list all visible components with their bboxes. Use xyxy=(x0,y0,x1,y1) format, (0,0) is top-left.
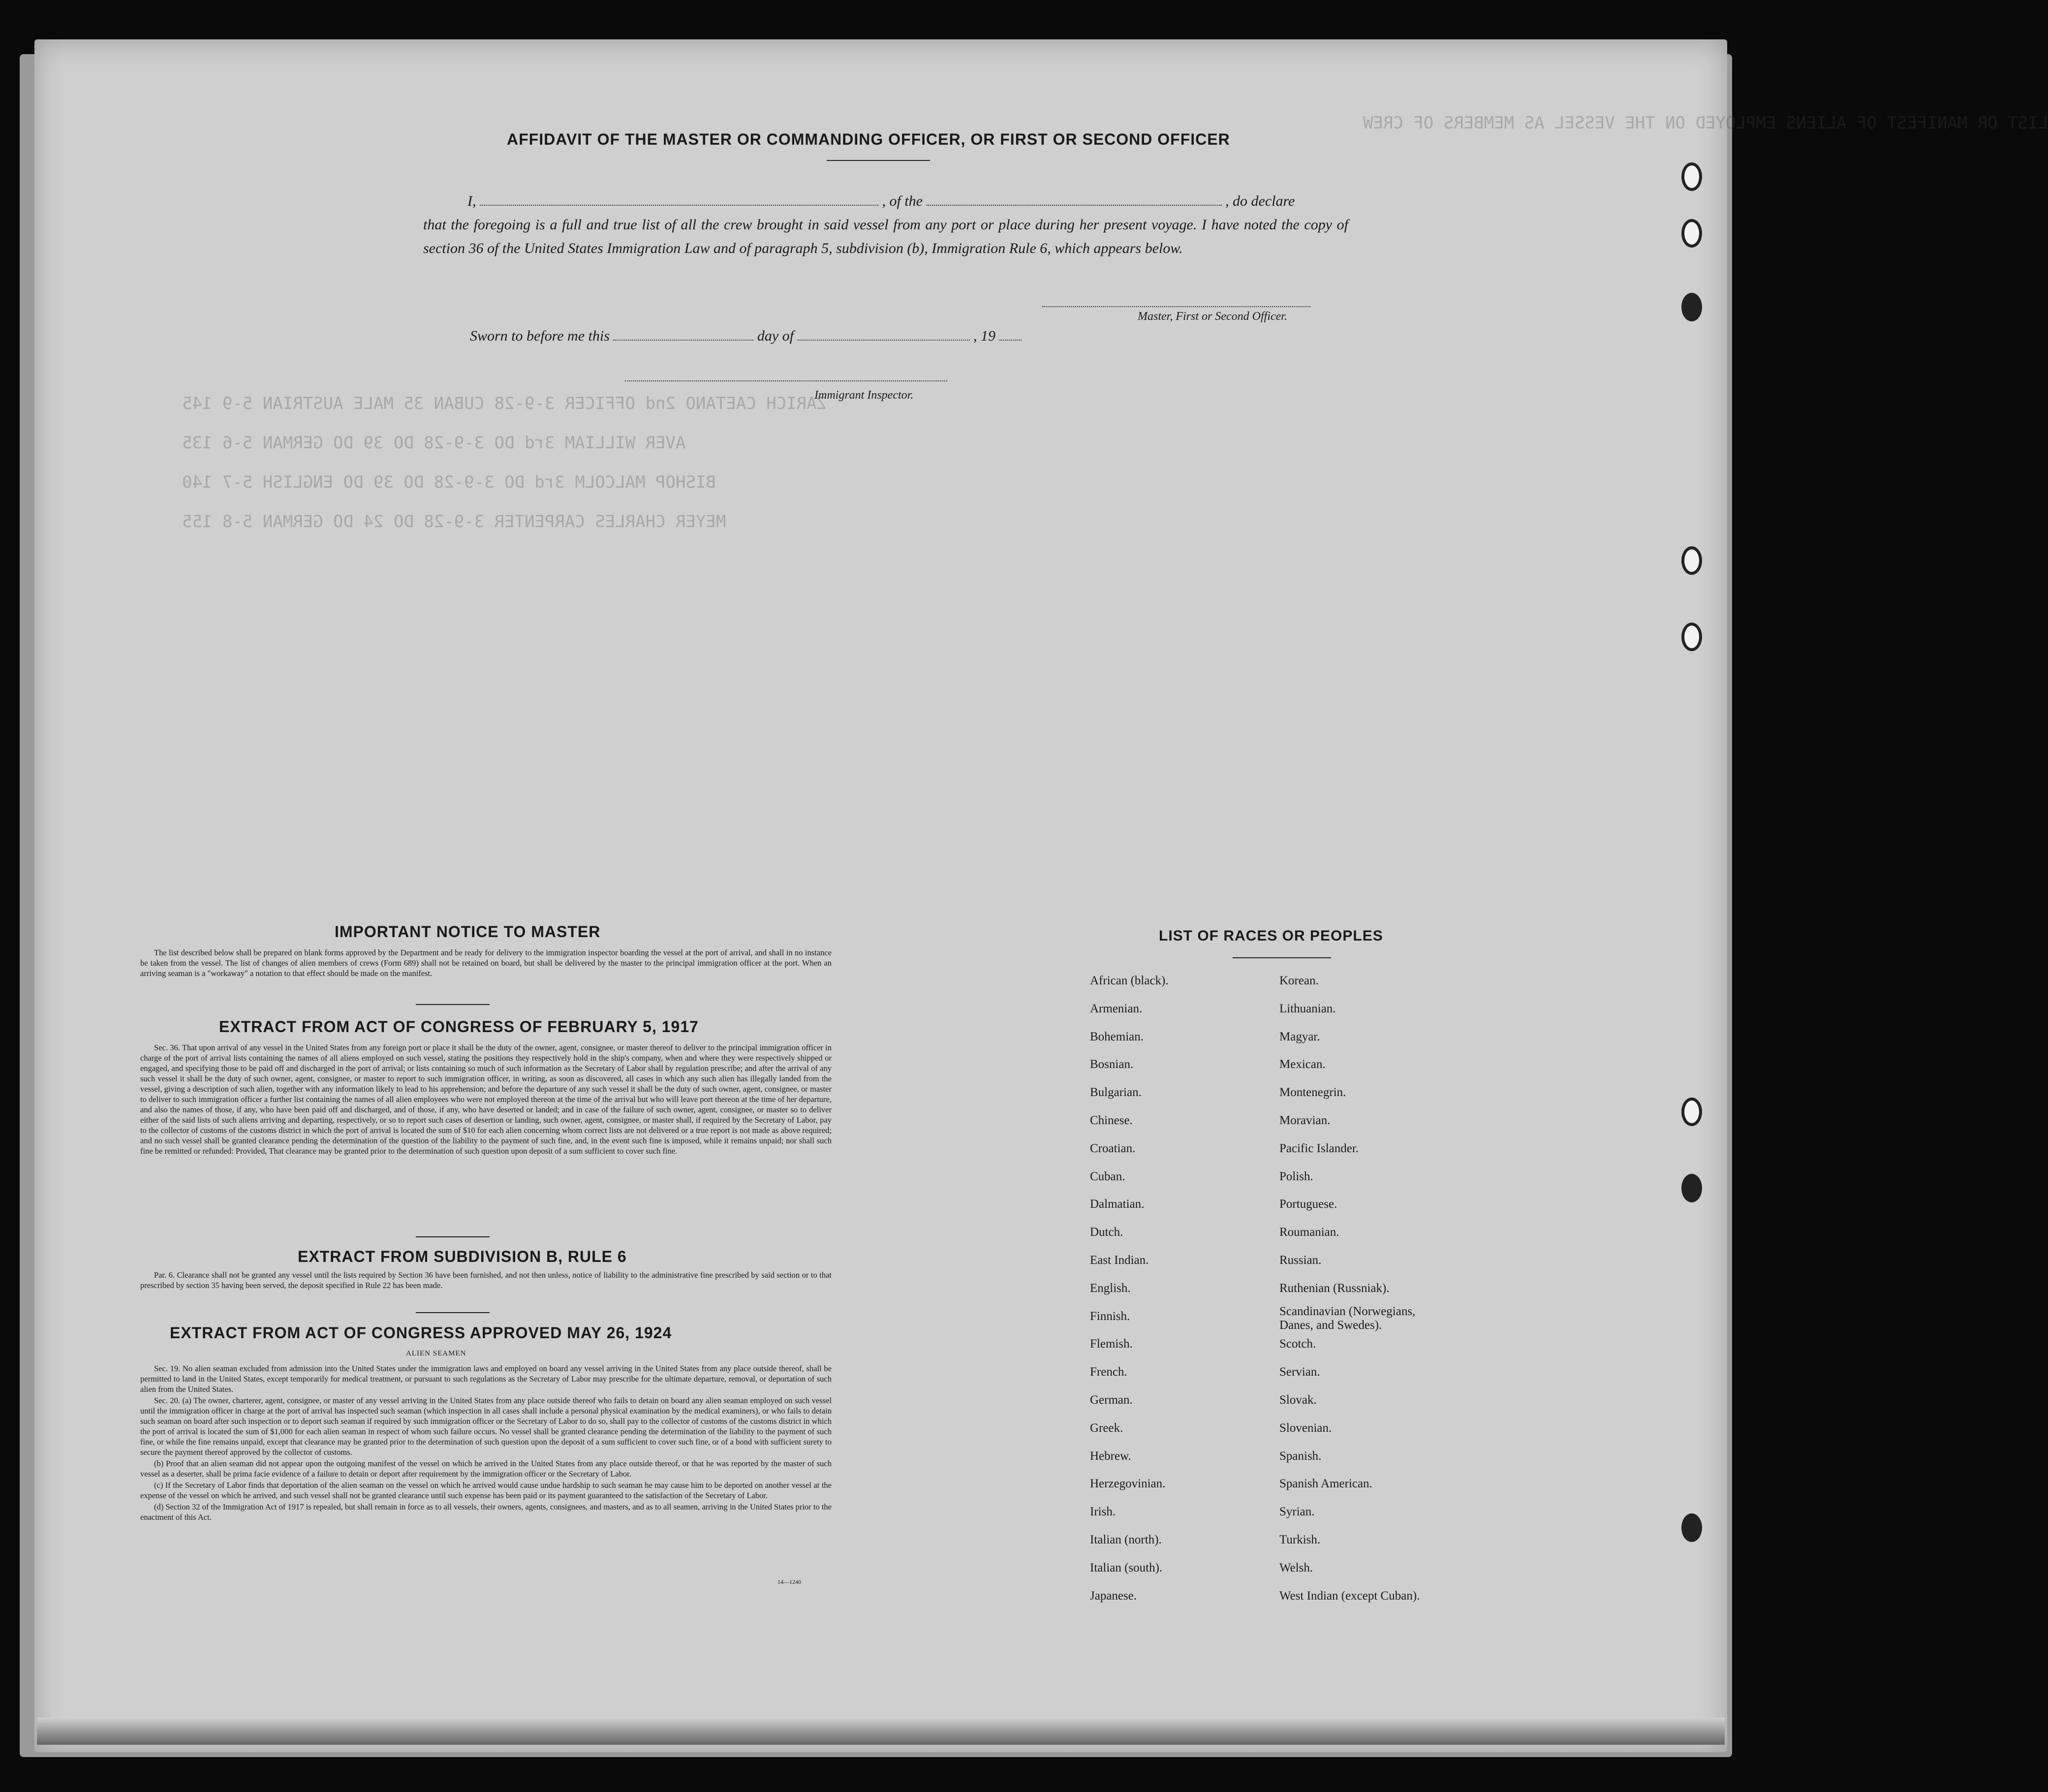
sworn-year-field[interactable] xyxy=(999,340,1022,341)
race-item: Slovenian. xyxy=(1279,1421,1332,1435)
extract-rule6-text xyxy=(140,1270,832,1291)
binder-hole xyxy=(1681,1513,1702,1542)
extract-1917-text xyxy=(140,1042,832,1157)
affidavit-text xyxy=(423,189,1348,260)
sworn-label: Sworn to before me this xyxy=(470,328,610,344)
notice-paragraph: The list described below shall be prepared on blank forms approved by the Department and be ready for delivery to the immigration inspector boarding the vessel at the port of arrival, and shall in no instance be taken from the vessel. The list of changes of alien members of crews (Form 689) shall not be retained on board, but shall be delivered by the master to the principal immigration officer at the port. When an arriving seaman is a "workaway" a notation to that effect should be made on the manifest. xyxy=(140,948,832,978)
vessel-name-field[interactable] xyxy=(927,205,1222,206)
race-item: Finnish. xyxy=(1090,1309,1130,1323)
race-item: Dalmatian. xyxy=(1090,1197,1145,1211)
extract-1924-text xyxy=(140,1363,832,1523)
race-item: Irish. xyxy=(1090,1505,1116,1519)
races-left-column xyxy=(1090,967,1169,1610)
race-item: East Indian. xyxy=(1090,1253,1149,1267)
race-item: Chinese. xyxy=(1090,1113,1133,1127)
bleed-through-text: MEYER CHARLES CARPENTER 3-9-28 DO 24 DO GERMAN 5-8 155 xyxy=(182,512,726,532)
race-item: Roumanian. xyxy=(1279,1226,1339,1239)
year-label: , 19 xyxy=(973,328,996,344)
sworn-month-field[interactable] xyxy=(798,340,970,341)
extract-rule6-title: EXTRACT FROM SUBDIVISION B, RULE 6 xyxy=(298,1248,627,1265)
race-item: Dutch. xyxy=(1090,1226,1123,1239)
race-item: Italian (south). xyxy=(1090,1561,1163,1574)
race-item: Polish. xyxy=(1279,1169,1313,1183)
affidavit-title: AFFIDAVIT OF THE MASTER OR COMMANDING OFFICER, OR FIRST OR SECOND OFFICER xyxy=(507,130,1230,148)
race-item: Slovak. xyxy=(1279,1393,1317,1407)
races-right-column xyxy=(1279,967,1447,1610)
day-of-label: day of xyxy=(757,328,794,344)
race-item: Montenegrin. xyxy=(1279,1086,1346,1100)
race-item: Armenian. xyxy=(1090,1002,1143,1015)
binder-hole xyxy=(1681,219,1702,248)
race-item: Scandinavian (Norwegians, Danes, and Swedes). xyxy=(1279,1304,1416,1332)
of-the-label: , of the xyxy=(882,193,923,209)
race-item: French. xyxy=(1090,1365,1127,1379)
i-label: I, xyxy=(467,193,476,209)
declare-label: , do declare xyxy=(1225,193,1295,209)
sworn-line xyxy=(470,328,1022,345)
race-item: Lithuanian. xyxy=(1279,1002,1336,1015)
race-item: Italian (north). xyxy=(1090,1533,1162,1546)
race-item: Mexican. xyxy=(1279,1058,1326,1071)
alien-seamen-subtitle: ALIEN SEAMEN xyxy=(406,1350,466,1357)
page-bottom-edge xyxy=(37,1718,1725,1745)
binder-hole xyxy=(1681,1098,1702,1126)
race-item: English. xyxy=(1090,1281,1131,1295)
race-item: Croatian. xyxy=(1090,1141,1136,1155)
races-title: LIST OF RACES OR PEOPLES xyxy=(1159,928,1383,944)
race-item: Bosnian. xyxy=(1090,1058,1134,1071)
title-rule xyxy=(827,160,930,161)
extract-1924-title: EXTRACT FROM ACT OF CONGRESS APPROVED MAY 26, 1924 xyxy=(170,1324,672,1342)
notice-text xyxy=(140,947,832,979)
race-item: German. xyxy=(1090,1393,1133,1407)
race-item: Spanish. xyxy=(1279,1449,1322,1463)
sec-19-paragraph: Sec. 19. No alien seaman excluded from admission into the United States under the immigration laws and employed on board any vessel arriving in the United States from any place outside thereof, shall be permitted to land in the United States, except temporarily for medical treatment, or pursuant to such regulations as the Secretary of Labor may prescribe for the ultimate departure, removal, or deportation of such alien from the United States. xyxy=(140,1364,832,1394)
inspector-caption: Immigrant Inspector. xyxy=(814,389,914,402)
form-code: 14—1240 xyxy=(777,1578,801,1585)
sec-20d-paragraph: (d) Section 32 of the Immigration Act of 1917 is repealed, but shall remain in force as to all vessels, their owners, agents, consignees, and masters, and as to all seamen, arriving in the United States prior to the enactment of this Act. xyxy=(140,1502,832,1522)
race-item: Turkish. xyxy=(1279,1533,1321,1546)
bleed-through-text: BISHOP MALCOLM 3rd DO 3-9-28 DO 39 DO ENGLISH 5-7 140 xyxy=(182,472,716,492)
race-item: West Indian (except Cuban). xyxy=(1279,1589,1420,1603)
bleed-through-text: ZARICH CAETANO 2nd OFFICER 3-9-28 CUBAN 35 MALE AUSTRIAN 5-9 145 xyxy=(182,394,827,413)
race-item: African (black). xyxy=(1090,974,1169,987)
race-item: Pacific Islander. xyxy=(1279,1141,1359,1155)
races-title-rule xyxy=(1233,957,1331,958)
race-item: Spanish American. xyxy=(1279,1477,1372,1491)
sec-20a-paragraph: Sec. 20. (a) The owner, charterer, agent, consignee, or master of any vessel arriving in the United States from any place outside thereof who fails to detain on board any alien seaman employed on such vessel until the immigration officer in charge at the port of arrival has inspected such seaman (which inspection in all cases shall include a personal physical examination by the medical examiners), or who fails to detain such seaman on board after such inspection or to deport such seaman if required by such immigration officer or the Secretary of Labor to do so, shall pay to the collector of customs of the customs district in which the port of arrival is located the sum of $1,000 for each alien seaman in respect of whom such failure occurs. No vessel shall be granted clearance pending the determination of the liability to the payment of such fine, or while the fine remains unpaid, except that clearance may be granted prior to the determination of such question upon the deposit of a sum sufficient to cover such fine, or of a bond with sufficient surety to secure the payment thereof approved by the collector of customs. xyxy=(140,1396,832,1457)
inspector-signature-line[interactable] xyxy=(625,380,947,381)
binder-hole xyxy=(1681,162,1702,191)
race-item: Servian. xyxy=(1279,1365,1320,1379)
section-rule xyxy=(416,1004,490,1005)
declaration-body: that the foregoing is a full and true list of all the crew brought in said vessel from any port or place during her present voyage. I have noted the copy of section 36 of the United States Immigration Law and of paragraph 5, subdivision (b), Immigration Rule 6, which appears below. xyxy=(423,217,1348,256)
race-item: Portuguese. xyxy=(1279,1197,1337,1211)
signature-caption: Master, First or Second Officer. xyxy=(1138,310,1287,323)
section-36-paragraph: Sec. 36. That upon arrival of any vessel in the United States from any foreign port or place it shall be the duty of the owner, agent, consignee, or master thereof to deliver to the principal immigration officer in charge of the port of arrival lists containing the names of all aliens employed on such vessel, stating the positions they respectively hold in the ship's company, when and where they were respectively shipped or engaged, and specifying those to be paid off and discharged in the port of arrival; or lists containing so much of such information as the Secretary of Labor shall by regulation prescribe; and after the arrival of any such vessel it shall be the duty of such owner, agent, consignee, or master to report to such immigration officer, in writing, as soon as discovered, all cases in which any such alien has illegally landed from the vessel, giving a description of such alien, together with any information likely to lead to his apprehension; and before the departure of any such vessel it shall be the duty of such owner, agent, consignee, or master to deliver to such immigration officer a further list containing the names of all alien employees who were not employed thereon at the time of the arrival but who will leave port thereon at the time of her departure, and also the names of those, if any, who have been paid off and discharged, and of those, if any, who have deserted or landed; and in case of the failure of such owner, agent, consignee, or master so to deliver either of the said lists of such aliens arriving and departing, respectively, or so to report such cases of desertion or landing, such owner, agent, consignee, or master shall, if required by the Secretary of Labor, pay to the collector of customs of the customs district in which the port of arrival is located the sum of $10 for each alien concerning whom correct lists are not delivered or a true report is not made as above required; and no such vessel shall be granted clearance pending the determination of the question of the liability to the payment of such fine, and, in the event such fine is imposed, while it remains unpaid; nor shall such fine be remitted or refunded: Provided, That clearance may be granted prior to the determination of such question upon deposit of a sum sufficient to cover such fine. xyxy=(140,1043,832,1156)
declaration-line xyxy=(423,189,1348,213)
race-item: Scotch. xyxy=(1279,1337,1316,1351)
race-item: Cuban. xyxy=(1090,1169,1125,1183)
race-item: Hebrew. xyxy=(1090,1449,1131,1463)
race-item: Bohemian. xyxy=(1090,1030,1144,1043)
race-item: Japanese. xyxy=(1090,1589,1137,1603)
section-rule xyxy=(416,1236,490,1237)
race-item: Magyar. xyxy=(1279,1030,1320,1043)
notice-title: IMPORTANT NOTICE TO MASTER xyxy=(335,923,601,941)
binder-hole xyxy=(1681,293,1702,321)
master-name-field[interactable] xyxy=(480,205,878,206)
bleed-through-text: LIST OR MANIFEST OF ALIENS EMPLOYED ON THE VESSEL AS MEMBERS OF CREW xyxy=(1363,113,2048,133)
binder-hole xyxy=(1681,1174,1702,1202)
binder-hole xyxy=(1681,546,1702,575)
binder-hole xyxy=(1681,623,1702,651)
race-item: Ruthenian (Russniak). xyxy=(1279,1281,1390,1295)
race-item: Moravian. xyxy=(1279,1113,1331,1127)
race-item: Russian. xyxy=(1279,1253,1322,1267)
section-rule xyxy=(416,1312,490,1313)
sec-20b-paragraph: (b) Proof that an alien seaman did not appear upon the outgoing manifest of the vessel on which he arrived in the United States from any place outside thereof, or that he was reported by the master of such vessel as a deserter, shall be prima facie evidence of a failure to detain or deport after requirement by the immigration officer or the Secretary of Labor. xyxy=(140,1459,832,1478)
master-signature-line[interactable] xyxy=(1042,306,1310,307)
race-item: Welsh. xyxy=(1279,1561,1313,1574)
race-item: Syrian. xyxy=(1279,1505,1315,1519)
extract-1917-title: EXTRACT FROM ACT OF CONGRESS OF FEBRUARY 5, 1917 xyxy=(219,1018,699,1036)
race-item: Korean. xyxy=(1279,974,1319,987)
race-item: Flemish. xyxy=(1090,1337,1133,1351)
bleed-through-text: AVER WILLIAM 3rd DO 3-9-28 DO 39 DO GERMAN 5-6 135 xyxy=(182,433,686,453)
sworn-date-field[interactable] xyxy=(613,340,753,341)
race-item: Greek. xyxy=(1090,1421,1123,1435)
sec-20c-paragraph: (c) If the Secretary of Labor finds that deportation of the alien seaman on the vessel on which he arrived would cause undue hardship to such seaman he may cause him to be deported on another vessel at the expense of the vessel on which he arrived, and such vessel shall not be granted clearance until such expense has been paid or its payment guaranteed to the satisfaction of the Secretary of Labor. xyxy=(140,1480,832,1500)
race-item: Bulgarian. xyxy=(1090,1086,1142,1100)
race-item: Herzegovinian. xyxy=(1090,1477,1166,1491)
par-6-paragraph: Par. 6. Clearance shall not be granted any vessel until the lists required by Section 36 have been furnished, and not then unless, notice of liability to the administrative fine prescribed by said section or to that prescribed by section 35 having been served, the deposit specified in Rule 22 has been made. xyxy=(140,1270,832,1290)
